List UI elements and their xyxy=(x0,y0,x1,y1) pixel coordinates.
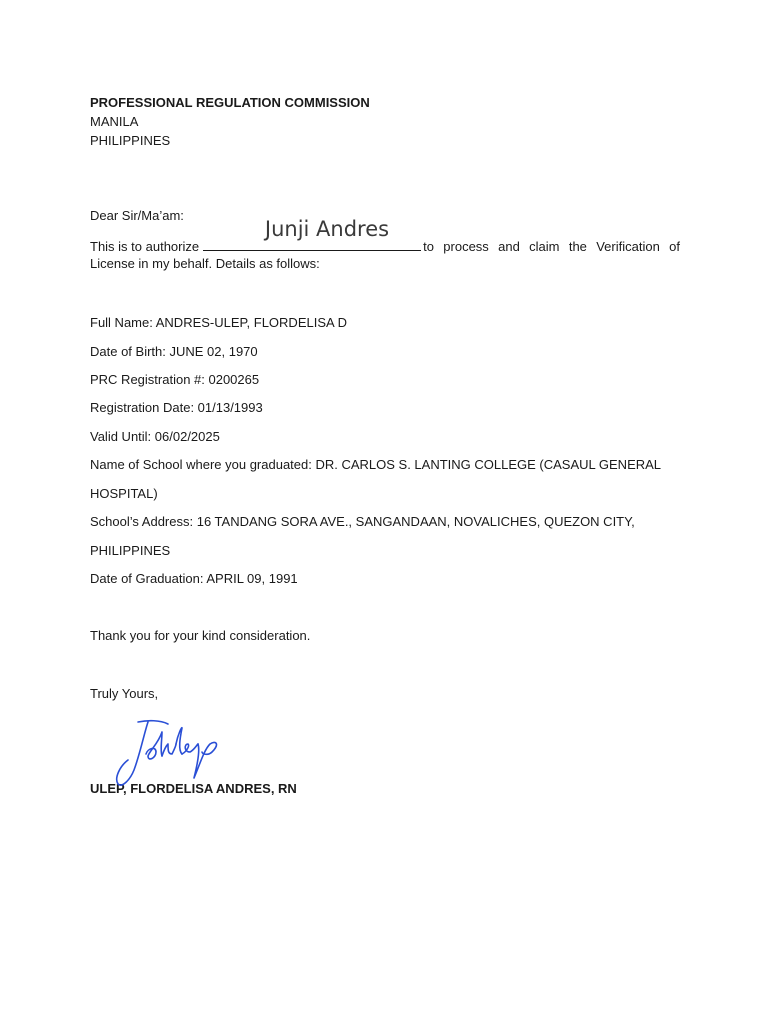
detail-school-line2: HOSPITAL) xyxy=(90,486,158,501)
authorization-line xyxy=(90,236,680,256)
detail-school-line1: Name of School where you graduated: DR. CARLOS S. LANTING COLLEGE (CASAUL GENERAL xyxy=(90,457,662,472)
detail-full-name: Full Name: ANDRES-ULEP, FLORDELISA D xyxy=(90,315,347,330)
handwritten-signature xyxy=(108,714,226,796)
signatory-name: ULEP, FLORDELISA ANDRES, RN xyxy=(90,781,297,796)
thank-you-line: Thank you for your kind consideration. xyxy=(90,628,311,643)
detail-address-line2: PHILIPPINES xyxy=(90,543,171,558)
detail-address-line1: School’s Address: 16 TANDANG SORA AVE., SANGANDAAN, NOVALICHES, QUEZON CITY, xyxy=(90,514,635,529)
authorized-person-name: Junji Andres xyxy=(264,217,390,241)
recipient-country: PHILIPPINES xyxy=(90,133,171,148)
authorization-intro: This is to authorize xyxy=(90,239,200,254)
authorized-name-blank xyxy=(203,236,421,251)
authorization-continuation: License in my behalf. Details as follows: xyxy=(90,256,320,271)
detail-date-of-birth: Date of Birth: JUNE 02, 1970 xyxy=(90,344,258,359)
recipient-org: PROFESSIONAL REGULATION COMMISSION xyxy=(90,95,370,110)
salutation: Dear Sir/Ma’am: xyxy=(90,208,184,223)
recipient-city: MANILA xyxy=(90,114,139,129)
detail-prc-registration: PRC Registration #: 0200265 xyxy=(90,372,260,387)
valediction: Truly Yours, xyxy=(90,686,159,701)
detail-graduation-date: Date of Graduation: APRIL 09, 1991 xyxy=(90,571,298,586)
detail-valid-until: Valid Until: 06/02/2025 xyxy=(90,429,220,444)
detail-registration-date: Registration Date: 01/13/1993 xyxy=(90,400,263,415)
authorization-purpose: to process and claim the Verification of xyxy=(423,239,680,254)
